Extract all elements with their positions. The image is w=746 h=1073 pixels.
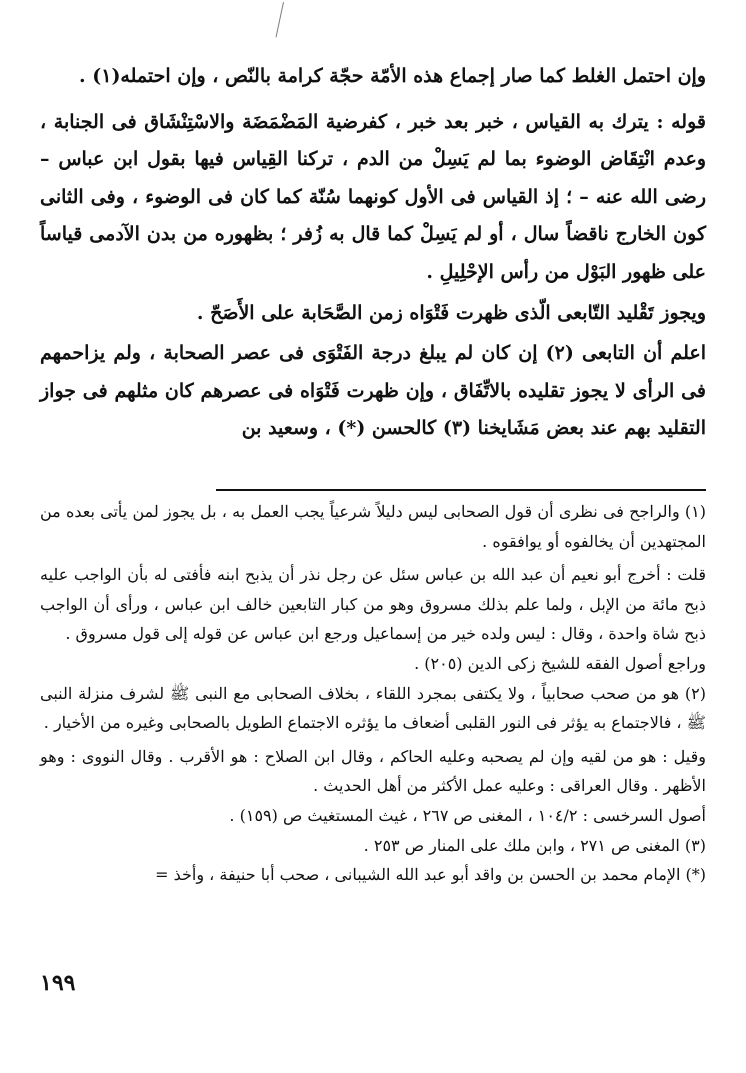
- footnote-star: (*) الإمام محمد بن الحسن بن واقد أبو عبد الله الشيبانى ، صحب أبا حنيفة ، وأخذ =: [155, 865, 706, 885]
- footnote-2-note: وقيل : هو من لقيه وإن لم يصحبه وعليه الحاكم ، وقال ابن الصلاح : هو الأقرب . وقال النووى : وهو الأظهر . وقال العراقى : وعليه عمل الأكثر من أهل الحديث .: [40, 746, 706, 796]
- footnote-1: (١) والراجح فى نظرى أن قول الصحابى ليس دليلاً شرعياً يجب العمل به ، بل يجوز لمن يأتى بعده من المجتهدين أن يخالفوه أو يوافقوه .: [40, 502, 706, 551]
- footnote-separator: [216, 489, 706, 491]
- footnote-3: (٣) المغنى ص ٢٧١ ، وابن ملك على المنار ص ٢٥٣ .: [363, 835, 706, 855]
- footnote-2: (٢) هو من صحب صحابياً ، ولا يكتفى بمجرد اللقاء ، بخلاف الصحابى مع النبى ﷺ لشرف منزلة النبى ﷺ ، فالاجتماع به يؤثر فى النور القلبى أضعاف ما يؤثره الاجتماع الطويل بالصحابى وغيره من الأخيار .: [40, 683, 707, 733]
- footnotes: [40, 497, 706, 890]
- footnote-1-note: قلت : أخرج أبو نعيم أن عبد الله بن عباس سئل عن رجل نذر أن يذبح ابنه فأفتى له بأن الواجب عليه ذبح مائة من الإبل ، ولما علم بذلك مسروق وهو من كبار التابعين خالف ابن عباس ، ورأى أن الواجب ذبح شاة واحدة ، وقال : ليس ولده خير من إسماعيل ورجع ابن عباس عن قوله إلى قول مسروق .: [40, 565, 707, 644]
- page-number: ١٩٩: [40, 970, 76, 996]
- scan-artifact-line: [276, 2, 284, 37]
- main-text: [40, 58, 706, 448]
- body-paragraph-2: قوله : يترك به القياس ، خبر بعد خبر ، كفرضية المَضْمَضَة والاسْتِنْشَاق فى الجنابة ، وعدم انْتِقَاض الوضوء بما لم يَسِلْ من الدم ، تركنا القِياس فيها بقول ابن عباس – رضى الله عنه – ؛ إذ القياس فى الأول كونهما سُنّة كما كان فى الوضوء ، وفى الثانى كون الخارج ناقضاً سال ، أو لم يَسِلْ كما قال به زُفر ؛ بظهوره من بدن الآدمى قياساً على ظهور البَوْل من رأس الإحْلِيلِ .: [40, 110, 706, 283]
- body-paragraph-4: اعلم أن التابعى (٢) إن كان لم يبلغ درجة الفَتْوَى فى عصر الصحابة ، ولم يزاحمهم فى الرأى لا يجوز تقليده بالاتِّفَاق ، وإن ظهرت فَتْوَاه فى عصرهم كان مثلهم فى جواز التقليد بهم عند بعض مَشَايخنا (٣) كالحسن (*) ، وسعيد بن: [40, 342, 707, 440]
- body-paragraph-3: ويجوز تَقْليد التّابعى الّذى ظهرت فَتْوَاه زمن الصَّحَابة على الأَصَحّ .: [196, 301, 706, 324]
- footnote-1-reference: وراجع أصول الفقه للشيخ زكى الدين (٢٠٥) .: [414, 653, 706, 673]
- body-paragraph-1: وإن احتمل الغلط كما صار إجماع هذه الأمّة حجّة كرامة بالنّص ، وإن احتمله(١) .: [78, 65, 706, 87]
- footnote-2-reference: أصول السرخسى : ١٠٤/٢ ، المغنى ص ٢٦٧ ، غيث المستغيث ص (١٥٩) .: [229, 805, 706, 825]
